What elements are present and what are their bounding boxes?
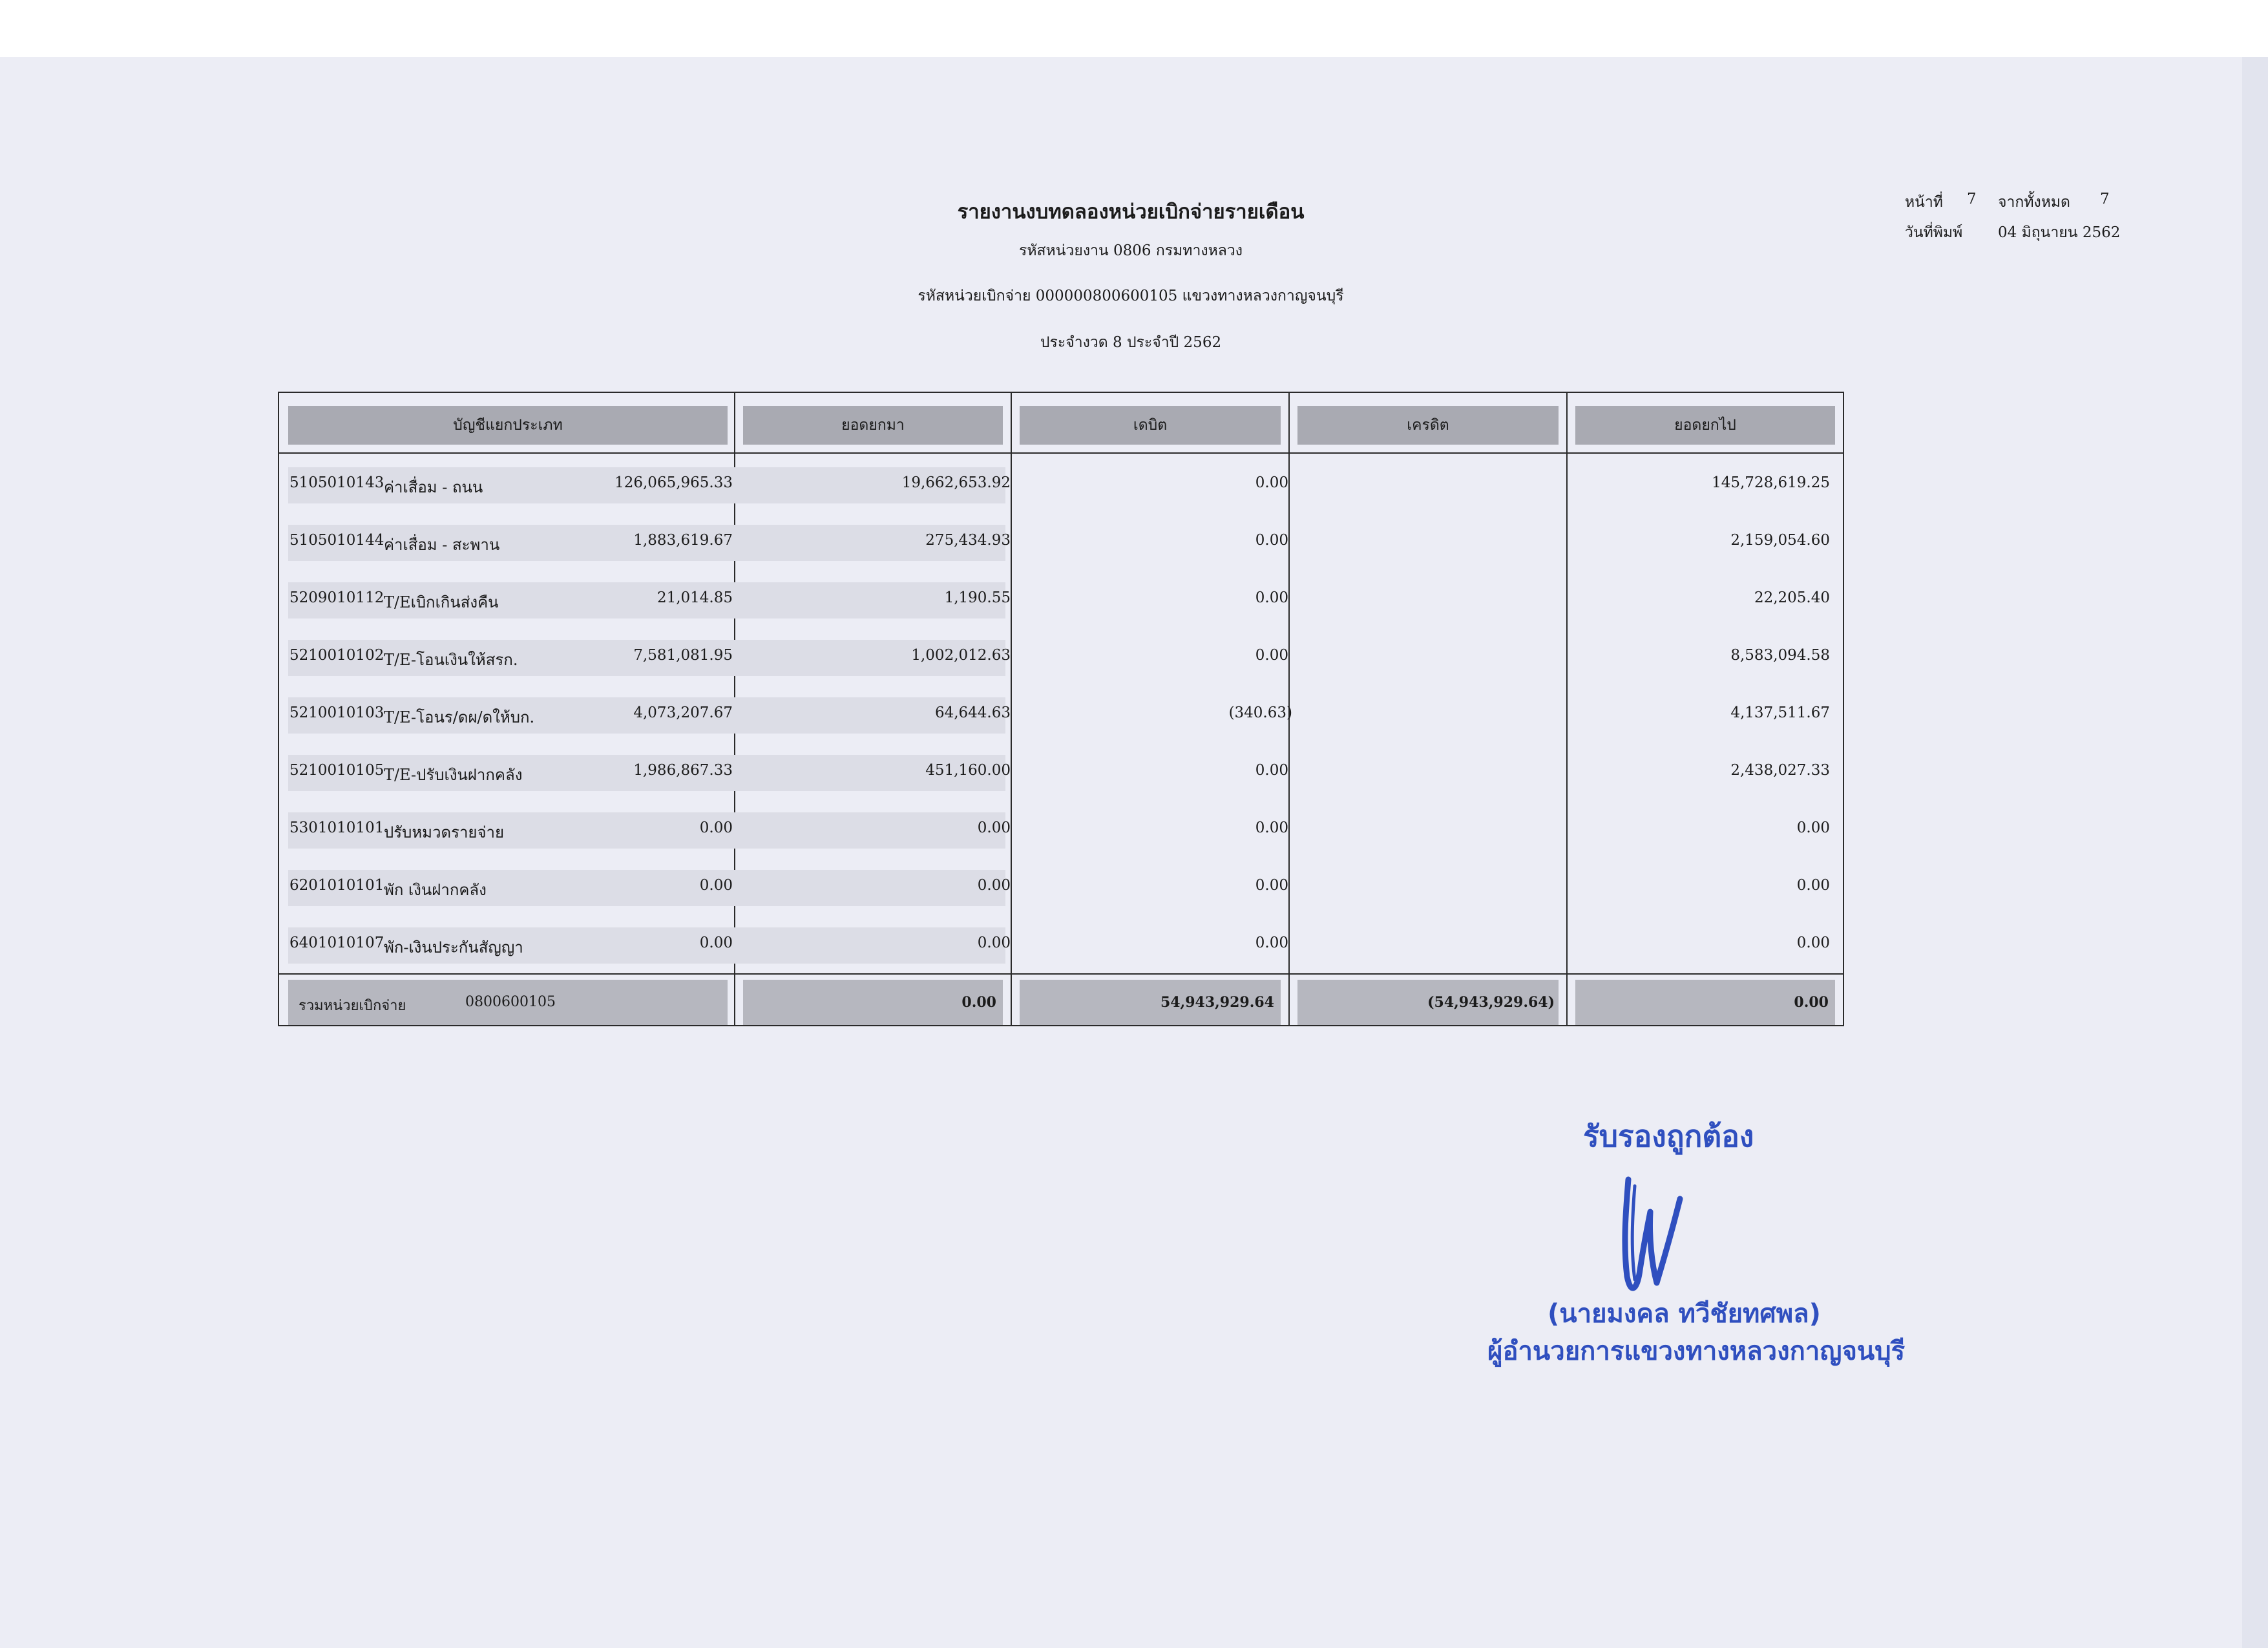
brought-forward-value: 126,065,965.33 — [614, 474, 733, 491]
account-name: T/E-โอนเงินให้สรก. — [384, 651, 518, 669]
carried-forward-value: 4,137,511.67 — [1730, 704, 1830, 721]
scan-margin-top — [0, 0, 2268, 57]
table-row — [279, 458, 1843, 516]
carried-forward-value: 0.00 — [1796, 877, 1830, 894]
signer-title: ผู้อำนวยการแขวงทางหลวงกาญจนบุรี — [1487, 1336, 1906, 1366]
total-credit: (54,943,929.64) — [1297, 980, 1559, 1025]
total-label-cell — [288, 980, 728, 1025]
carried-forward-value: 0.00 — [1796, 935, 1830, 951]
period-line: ประจำงวด 8 ประจำปี 2562 — [1040, 334, 1222, 351]
credit-value: 0.00 — [1255, 532, 1288, 549]
carried-forward-value: 8,583,094.58 — [1730, 647, 1830, 664]
header-carried-forward: ยอดยกไป — [1575, 406, 1835, 445]
header-brought-forward: ยอดยกมา — [743, 406, 1003, 445]
debit-value: 275,434.93 — [925, 532, 1011, 549]
total-pages-label: จากทั้งหมด — [1998, 194, 2070, 211]
certified-stamp: รับรองถูกต้อง — [1583, 1119, 1754, 1154]
total-carried-forward: 0.00 — [1575, 980, 1835, 1025]
table-row — [279, 630, 1843, 688]
total-pages: 7 — [2100, 191, 2110, 207]
credit-value: 0.00 — [1255, 474, 1288, 491]
page-label: หน้าที่ — [1905, 194, 1943, 211]
brought-forward-value: 0.00 — [699, 877, 733, 894]
debit-value: 1,190.55 — [944, 589, 1011, 606]
page-number: 7 — [1967, 191, 1977, 207]
brought-forward-value: 1,986,867.33 — [633, 762, 733, 779]
credit-value: 0.00 — [1255, 589, 1288, 606]
carried-forward-value: 22,205.40 — [1754, 589, 1830, 606]
signer-name: (นายมงคล ทวีชัยทศพล) — [1548, 1299, 1821, 1329]
total-brought-forward: 0.00 — [743, 980, 1003, 1025]
table-row — [279, 803, 1843, 861]
account-name: T/E-โอนร/ดผ/ดให้บก. — [384, 708, 535, 726]
brought-forward-value: 1,883,619.67 — [633, 532, 733, 549]
credit-value: 0.00 — [1255, 647, 1288, 664]
print-date-label: วันที่พิมพ์ — [1905, 224, 1963, 241]
debit-value: 1,002,012.63 — [911, 647, 1011, 664]
table-row — [279, 688, 1843, 746]
handwritten-signature — [1609, 1173, 1686, 1302]
debit-value: 19,662,653.92 — [901, 474, 1011, 491]
account-code: 5210010103 — [289, 704, 384, 721]
brought-forward-value: 0.00 — [699, 935, 733, 951]
header-account: บัญชีแยกประเภท — [288, 406, 728, 445]
account-code: 6401010107 — [289, 935, 384, 951]
brought-forward-value: 21,014.85 — [656, 589, 733, 606]
account-name: ค่าเสื่อม - ถนน — [384, 478, 483, 496]
table-row — [279, 515, 1843, 573]
debit-value: 0.00 — [977, 877, 1011, 894]
credit-value: 0.00 — [1255, 877, 1288, 894]
brought-forward-value: 7,581,081.95 — [633, 647, 733, 664]
table-row — [279, 918, 1843, 976]
agency-line: รหัสหน่วยงาน 0806 กรมทางหลวง — [1019, 242, 1243, 259]
carried-forward-value: 2,159,054.60 — [1730, 532, 1830, 549]
account-code: 6201010101 — [289, 877, 384, 894]
debit-value: 64,644.63 — [934, 704, 1011, 721]
total-label: รวมหน่วยเบิกจ่าย — [299, 998, 406, 1014]
account-code: 5105010144 — [289, 532, 384, 549]
account-name: พัก-เงินประกันสัญญา — [384, 938, 523, 956]
carried-forward-value: 2,438,027.33 — [1730, 762, 1830, 779]
scan-margin-right — [2242, 57, 2268, 1648]
brought-forward-value: 0.00 — [699, 819, 733, 836]
debit-value: 0.00 — [977, 819, 1011, 836]
account-name: พัก เงินฝากคลัง — [384, 881, 487, 899]
table-row — [279, 745, 1843, 803]
disbursing-unit-line: รหัสหน่วยเบิกจ่าย 000000800600105 แขวงทางหลวงกาญจนบุรี — [918, 288, 1344, 304]
total-unit-code: 0800600105 — [465, 994, 556, 1010]
carried-forward-value: 145,728,619.25 — [1712, 474, 1830, 491]
account-name: T/E-ปรับเงินฝากคลัง — [384, 766, 523, 784]
account-code: 5210010105 — [289, 762, 384, 779]
header-divider — [279, 452, 1843, 454]
account-code: 5105010143 — [289, 474, 384, 491]
credit-value: 0.00 — [1255, 819, 1288, 836]
table-row — [279, 573, 1843, 631]
account-name: ค่าเสื่อม - สะพาน — [384, 536, 500, 554]
account-name: T/Eเบิกเกินส่งคืน — [384, 593, 499, 611]
credit-value: (340.63) — [1228, 704, 1292, 721]
carried-forward-value: 0.00 — [1796, 819, 1830, 836]
debit-value: 0.00 — [977, 935, 1011, 951]
total-debit: 54,943,929.64 — [1020, 980, 1281, 1025]
brought-forward-value: 4,073,207.67 — [633, 704, 733, 721]
account-code: 5209010112 — [289, 589, 384, 606]
credit-value: 0.00 — [1255, 935, 1288, 951]
header-credit: เครดิต — [1297, 406, 1559, 445]
print-date: 04 มิถุนายน 2562 — [1998, 224, 2121, 241]
account-code: 5301010101 — [289, 819, 384, 836]
trial-balance-table — [278, 392, 1844, 1026]
account-code: 5210010102 — [289, 647, 384, 664]
credit-value: 0.00 — [1255, 762, 1288, 779]
report-title: รายงานงบทดลองหน่วยเบิกจ่ายรายเดือน — [957, 200, 1305, 224]
table-row — [279, 860, 1843, 918]
header-debit: เดบิต — [1020, 406, 1281, 445]
account-name: ปรับหมวดรายจ่าย — [384, 823, 505, 841]
debit-value: 451,160.00 — [925, 762, 1011, 779]
